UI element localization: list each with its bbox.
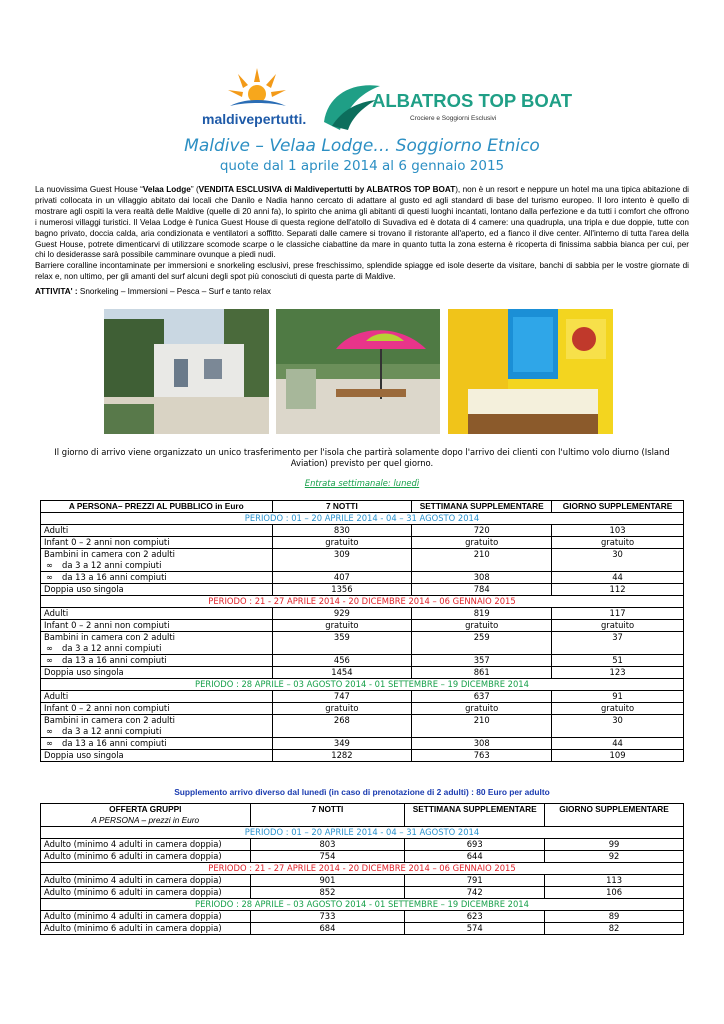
table-row-children: Bambini in camera con 2 adulti ∞ da 3 a 12 anni compiuti 268 210 30 [41, 715, 684, 738]
column-header: OFFERTA GRUPPI A PERSONA – prezzi in Euro [41, 804, 251, 827]
table-row: Adulti 830 720 103 [41, 525, 684, 537]
period-row: PERIODO : 28 APRILE – 03 AGOSTO 2014 - 01 SETTEMBRE – 19 DICEMBRE 2014 [41, 679, 684, 691]
table-row: Adulti 747 637 91 [41, 691, 684, 703]
table-row: Adulto (minimo 6 adulti in camera doppia) 754 644 92 [41, 851, 684, 863]
group-offer-table [40, 803, 684, 935]
table-row: Doppia uso singola 1282 763 109 [41, 750, 684, 762]
intro-paragraph-2: Barriere coralline incontaminate per immersioni e snorkeling esclusivi, prese freschissimo, splendide spiagge ed isole deserte da visitare, banchi di sabbia per le vostre giornate di relax e, non ultimo, per gli amanti del surf alcuni degli spot più conosciuti di questa parte di Maldive. [35, 261, 689, 282]
bullet-icon: ∞ [46, 560, 53, 570]
intro-text [35, 185, 689, 283]
sun-icon [228, 68, 286, 106]
supplement-note: Supplemento arrivo diverso dal lunedì (in caso di prenotazione di 2 adulti) : 80 Euro per adulto [174, 787, 550, 797]
svg-text:ALBATROS TOP BOAT: ALBATROS TOP BOAT [372, 90, 573, 111]
bullet-icon: ∞ [46, 726, 53, 736]
period-row: PERIODO : 28 APRILE – 03 AGOSTO 2014 - 01 SETTEMBRE – 19 DICEMBRE 2014 [41, 899, 684, 911]
svg-text:Crociere e Soggiorni Esclusivi: Crociere e Soggiorni Esclusivi [410, 115, 497, 122]
photo-garden-umbrella [276, 309, 440, 434]
table-row: ∞ da 13 a 16 anni compiuti 349 308 44 [41, 738, 684, 750]
table-row: Adulti 929 819 117 [41, 608, 684, 620]
bullet-icon: ∞ [46, 572, 53, 582]
column-header: GIORNO SUPPLEMENTARE [545, 804, 684, 827]
photo-bedroom [448, 309, 613, 434]
maldivepertutti-logo [200, 62, 315, 130]
table-row: Adulto (minimo 4 adulti in camera doppia) 803 693 99 [41, 839, 684, 851]
column-header: 7 NOTTI [272, 501, 412, 513]
public-prices-table [40, 500, 684, 762]
activities-line: ATTIVITA' : Snorkeling – Immersioni – Pesca – Surf e tanto relax [35, 287, 271, 296]
table-row: Adulto (minimo 4 adulti in camera doppia) 901 791 113 [41, 875, 684, 887]
photo-guest-house [104, 309, 269, 434]
table-row-children: Bambini in camera con 2 adulti ∞ da 3 a 12 anni compiuti 309 210 30 [41, 549, 684, 572]
period-row: PERIODO : 01 – 20 APRILE 2014 - 04 – 31 AGOSTO 2014 [41, 513, 684, 525]
table-row: ∞ da 13 a 16 anni compiuti 456 357 51 [41, 655, 684, 667]
table-row: Doppia uso singola 1454 861 123 [41, 667, 684, 679]
table-row: Doppia uso singola 1356 784 112 [41, 584, 684, 596]
svg-text:maldivepertutti.: maldivepertutti. [202, 111, 307, 127]
period-row: PERIODO : 21 - 27 APRILE 2014 - 20 DICEMBRE 2014 – 06 GENNAIO 2015 [41, 863, 684, 875]
period-row: PERIODO : 01 – 20 APRILE 2014 - 04 – 31 AGOSTO 2014 [41, 827, 684, 839]
table-header-row [41, 501, 684, 513]
bullet-icon: ∞ [46, 655, 53, 665]
page-title: Maldive – Velaa Lodge… Soggiorno Etnico [184, 136, 540, 156]
table-row: Adulto (minimo 4 adulti in camera doppia) 733 623 89 [41, 911, 684, 923]
column-header: 7 NOTTI [250, 804, 405, 827]
intro-paragraph-1: La nuovissima Guest House “Velaa Lodge” (VENDITA ESCLUSIVA di Maldivepertutti by ALBATROS TOP BOAT), non è un resort e neppure un hotel ma una tipica abitazione di privati collocata in un villaggio abitato dai locali che Danilo e Nadia hanno cercato di adattare al gusto ed agli standard di base del turismo europeo. Il loro intento è quello di mostrare agli ospiti la vera realtà delle Maldive (quelle di 20 anni fa), lo spirito che anima gli abitanti di questi luoghi incantati, lontano dalla perfezione e da tutti i comfort che offrono i numerosi villaggi turistici. Il Velaa Lodge è l'unica Guest House di questa regione dell'atollo di Suvadiva ed è dotata di 4 camere: una quadrupla, una tripla e due doppie, tutte con bagno privato, doccia calda, aria condizionata e ventilatori a soffitto. Separati dalle camere si trovano il ristorante all'aperto, ed a fianco il dive center. All'interno di tutta l'area della Guest House, potrete dimenticarvi di utilizzare scomode scarpe o le classiche ciabattine da mare in quanto tutta la zona esterna è ricoperta di finissima sabbia bianca per cui, per chi lo desiderasse sarà possibile camminare ovunque a piedi nudi. [35, 185, 689, 260]
albatros-logo [318, 76, 573, 132]
table-row: Infant 0 – 2 anni non compiuti gratuito gratuito gratuito [41, 703, 684, 715]
table-row: Infant 0 – 2 anni non compiuti gratuito gratuito gratuito [41, 537, 684, 549]
weekly-entry-note: Entrata settimanale: lunedì [304, 478, 420, 488]
table-header-row [41, 804, 684, 827]
bullet-icon: ∞ [46, 643, 53, 653]
arrival-info: Il giorno di arrivo viene organizzato un unico trasferimento per l'isola che partirà solamente dopo l'arrivo dei clienti con l'ultimo volo diurno (Island Aviation) previsto per quel giorno. [54, 447, 670, 468]
table-row: Infant 0 – 2 anni non compiuti gratuito gratuito gratuito [41, 620, 684, 632]
bullet-icon: ∞ [46, 738, 53, 748]
page-subtitle: quote dal 1 aprile 2014 al 6 gennaio 2015 [219, 158, 505, 174]
logos-header [0, 62, 724, 132]
table-row-children: Bambini in camera con 2 adulti ∞ da 3 a 12 anni compiuti 359 259 37 [41, 632, 684, 655]
column-header: SETTIMANA SUPPLEMENTARE [412, 501, 552, 513]
period-row: PERIODO : 21 - 27 APRILE 2014 - 20 DICEMBRE 2014 – 06 GENNAIO 2015 [41, 596, 684, 608]
table-row: ∞ da 13 a 16 anni compiuti 407 308 44 [41, 572, 684, 584]
column-header: A PERSONA– PREZZI AL PUBBLICO in Euro [41, 501, 273, 513]
table-row: Adulto (minimo 6 adulti in camera doppia) 684 574 82 [41, 923, 684, 935]
column-header: SETTIMANA SUPPLEMENTARE [405, 804, 545, 827]
table-row: Adulto (minimo 6 adulti in camera doppia) 852 742 106 [41, 887, 684, 899]
column-header: GIORNO SUPPLEMENTARE [552, 501, 684, 513]
